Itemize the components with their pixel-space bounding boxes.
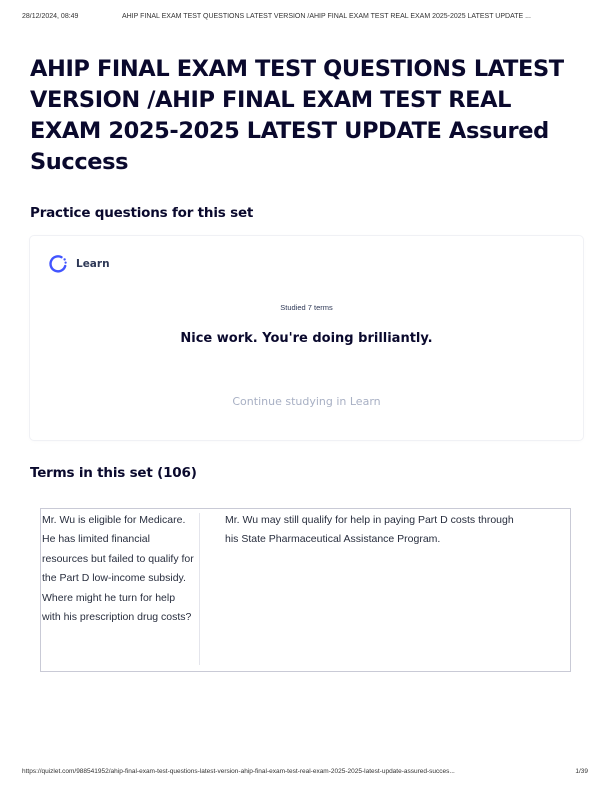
page-title: AHIP FINAL EXAM TEST QUESTIONS LATEST VERSION /AHIP FINAL EXAM TEST REAL EXAM 2025-2025 LATEST UPDATE Assured Success	[30, 56, 564, 175]
term-card	[40, 508, 571, 672]
learn-mode-link[interactable]	[48, 254, 110, 274]
continue-learn-button[interactable]: Continue studying in Learn	[232, 395, 381, 408]
print-header	[22, 13, 592, 20]
practice-card	[30, 236, 583, 440]
print-footer	[22, 768, 592, 775]
print-title: AHIP FINAL EXAM TEST QUESTIONS LATEST VERSION /AHIP FINAL EXAM TEST REAL EXAM 2025-2025 LATEST UPDATE ...	[121, 13, 531, 20]
print-date: 28/12/2024, 08:49	[22, 13, 79, 20]
learn-icon	[48, 254, 68, 274]
practice-heading: Practice questions for this set	[30, 205, 254, 221]
studied-count: Studied 7 terms	[280, 303, 333, 312]
terms-heading: Terms in this set (106)	[30, 465, 197, 481]
print-url: https://quizlet.com/988541952/ahip-final-exam-test-questions-latest-version-ahip-final-exam-test-real-exam-2025-2025-latest-update-assured-succes...	[22, 768, 455, 775]
definition-text: Mr. Wu may still qualify for help in paying Part D costs through his State Pharmaceutical Assistance Program.	[225, 514, 514, 546]
page-number: 1/39	[575, 768, 588, 775]
term-text: Mr. Wu is eligible for Medicare. He has limited financial resources but failed to qualify for the Part D low-income subsidy. Where might he turn for help with his prescription drug costs?	[42, 514, 194, 624]
praise-message: Nice work. You're doing brilliantly.	[180, 331, 433, 346]
learn-label: Learn	[76, 258, 110, 270]
term-divider	[199, 513, 200, 665]
